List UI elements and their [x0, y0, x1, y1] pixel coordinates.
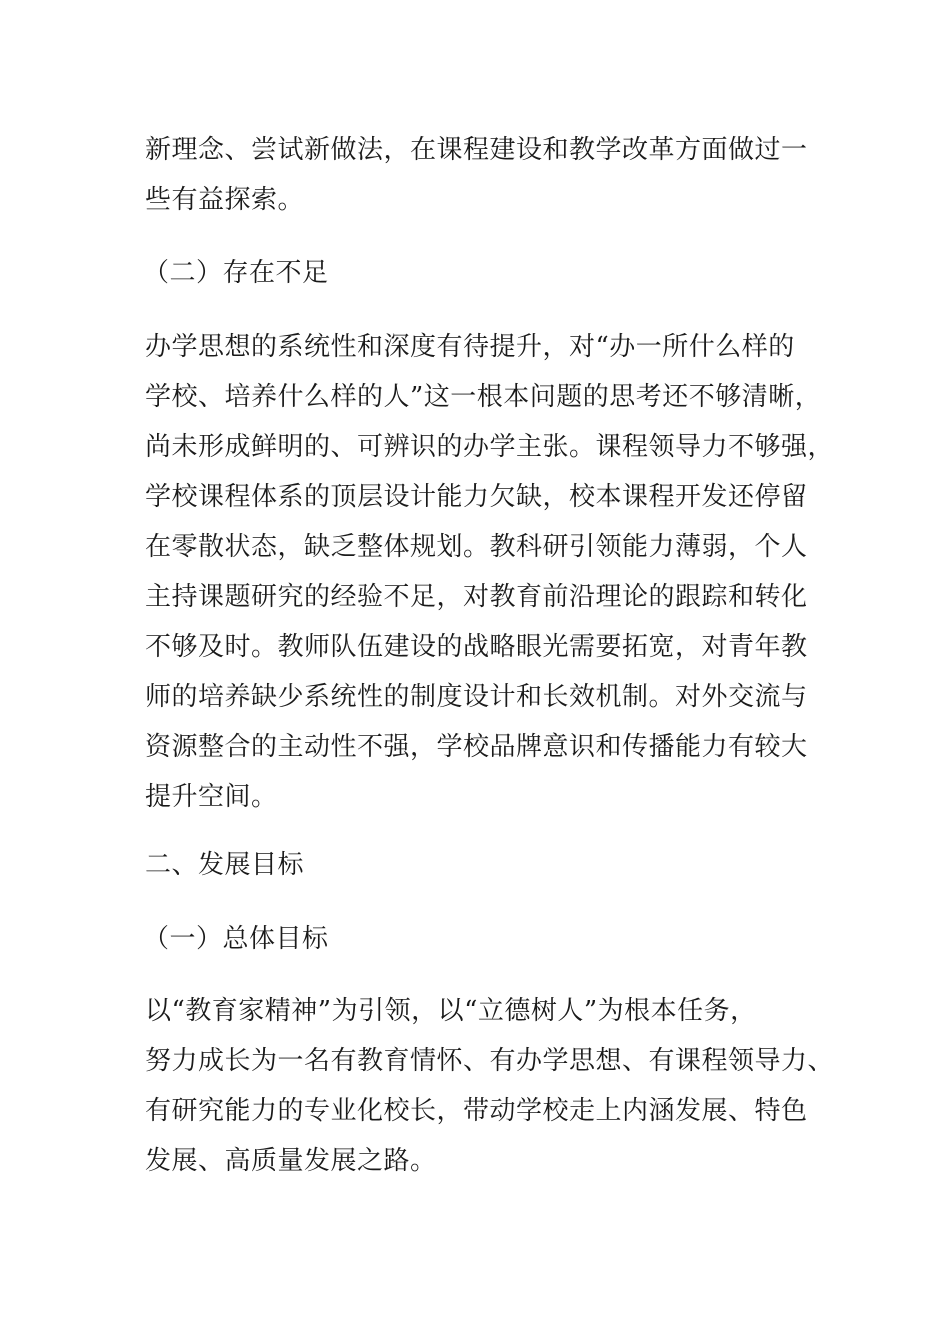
- heading-development-goals: 二、发展目标: [145, 850, 305, 880]
- paragraph-overall-goal: [145, 986, 835, 1186]
- text-line: 资源整合的主动性不强，学校品牌意识和传播能力有较大: [145, 732, 808, 762]
- text-line: 新理念、尝试新做法，在课程建设和教学改革方面做过一: [145, 135, 808, 165]
- text-line: 师的培养缺少系统性的制度设计和长效机制。对外交流与: [145, 682, 808, 712]
- text-line: 发展、高质量发展之路。: [145, 1146, 437, 1176]
- paragraph-shortcomings: [145, 322, 835, 822]
- text-line: 主持课题研究的经验不足，对教育前沿理论的跟踪和转化: [145, 582, 808, 612]
- text-line: 以“教育家精神”为引领，以“立德树人”为根本任务，: [145, 996, 757, 1026]
- paragraph-continued: [145, 125, 825, 225]
- heading-overall-goal: （一）总体目标: [143, 924, 329, 954]
- text-line: 不够及时。教师队伍建设的战略眼光需要拓宽，对青年教: [145, 632, 808, 662]
- text-line: 尚未形成鲜明的、可辨识的办学主张。课程领导力不够强，: [145, 432, 835, 462]
- text-line: 学校、培养什么样的人”这一根本问题的思考还不够清晰，: [145, 382, 822, 412]
- text-line: 提升空间。: [145, 782, 278, 812]
- text-line: 努力成长为一名有教育情怀、有办学思想、有课程领导力、: [145, 1046, 835, 1076]
- text-line: 些有益探索。: [145, 185, 305, 215]
- text-line: 办学思想的系统性和深度有待提升，对“办一所什么样的: [145, 332, 795, 362]
- text-line: 在零散状态，缺乏整体规划。教科研引领能力薄弱，个人: [145, 532, 808, 562]
- text-line: 学校课程体系的顶层设计能力欠缺，校本课程开发还停留: [145, 482, 808, 512]
- text-line: 有研究能力的专业化校长，带动学校走上内涵发展、特色: [145, 1096, 808, 1126]
- heading-shortcomings: （二）存在不足: [143, 258, 329, 288]
